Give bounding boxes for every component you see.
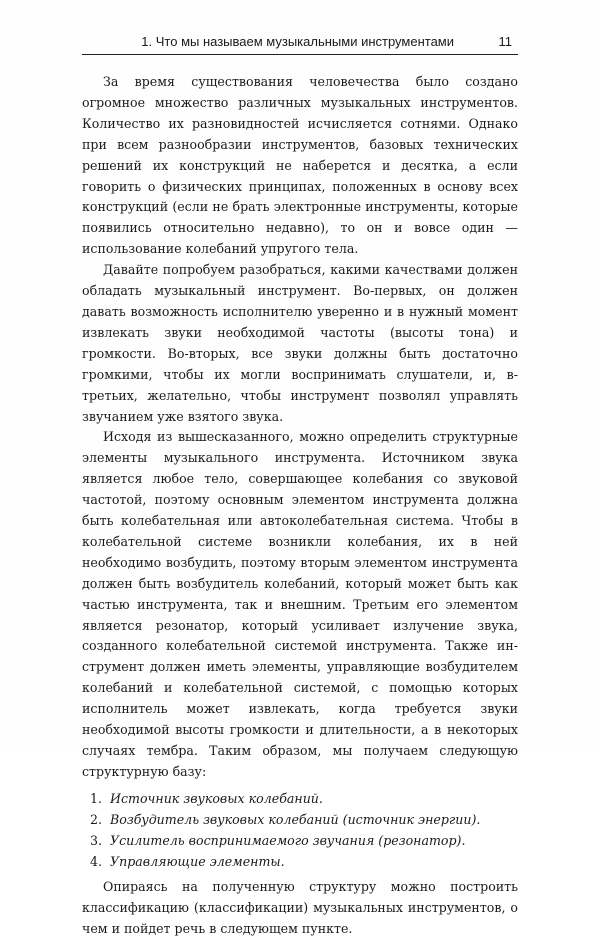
paragraph-structure: Исходя из вышесказанного, можно определить структурные элементы музыкального инструмента. Источником звука является любое тело, совершающее колебания со звуковой частотой, поэтому основным элементом инструмента должна быть колебательная или автоколебательная система. Чтобы в колебательной системе возникли колебания, их в ней необходимо возбудить, поэтому вторым элементом инструмента должен быть возбудитель колебаний, который может быть как частью инструмента, так и внешним. Третьим его элементом является резонатор, который усиливает излучение звука, созданного колебательной системой инструмента. Также инструмент должен иметь элементы, управляющие возбудителем колебаний и колебательной системой, с помощью которых исполнитель может извлекать, когда требуется звуки необходимой высоты громкости и длительности, а в некоторых случаях тембра. Таким образом, мы получаем следующую структурную базу: — [82, 429, 518, 779]
paragraph-closing: Опираясь на полученную структуру можно построить классификацию (классификации) музыкальных инструментов, о чем и пойдет речь в следующем пункте. — [82, 878, 518, 936]
list-item — [82, 830, 518, 851]
list-item — [82, 851, 518, 872]
list-item-number: 3. — [90, 832, 103, 848]
list-item — [82, 809, 518, 830]
list-item-text: Источник звуковых колебаний. — [110, 790, 323, 806]
list-item — [82, 788, 518, 809]
running-header — [82, 28, 518, 55]
paragraph-history: За время существования человечества было создано огромное множество различных музыкальных инструментов. Количество их разновидностей исчисляется сотнями. Однако при всем разнообразии инструментов, базовых технических решений их конструкций не наберется и десятка, а если говорить о физических принципах, положенных в основу всех конструкций (если не брать электронные инструменты, которые появились относительно недавно), то он и вовсе один — использование колебаний упругого тела. — [82, 74, 518, 257]
list-item-text: Усилитель воспринимаемого звучания (резонатор). — [110, 832, 466, 848]
chapter-title: 1. Что мы называем музыкальными инструментами — [141, 34, 454, 49]
paragraph-qualities: Давайте попробуем разобраться, какими качествами должен обладать музыкальный инструмент. Во-первых, он должен давать возможность исполнителю уверенно и в нужный момент извлекать звуки необходимой частоты (высоты тона) и громкости. Во-вторых, все звуки должны быть достаточно громкими, чтобы их могли воспринимать слушатели, и, в-третьих, желательно, чтобы инструмент позволял управлять звучанием уже взятого звука. — [82, 262, 518, 424]
list-item-number: 4. — [90, 853, 103, 869]
list-item-text: Возбудитель звуковых колебаний (источник энергии). — [110, 811, 481, 827]
structure-list — [82, 788, 518, 872]
list-item-text: Управляющие элементы. — [110, 853, 285, 869]
page-number: 11 — [498, 34, 512, 49]
list-item-number: 1. — [90, 790, 103, 806]
list-item-number: 2. — [90, 811, 103, 827]
body-text — [82, 72, 518, 940]
